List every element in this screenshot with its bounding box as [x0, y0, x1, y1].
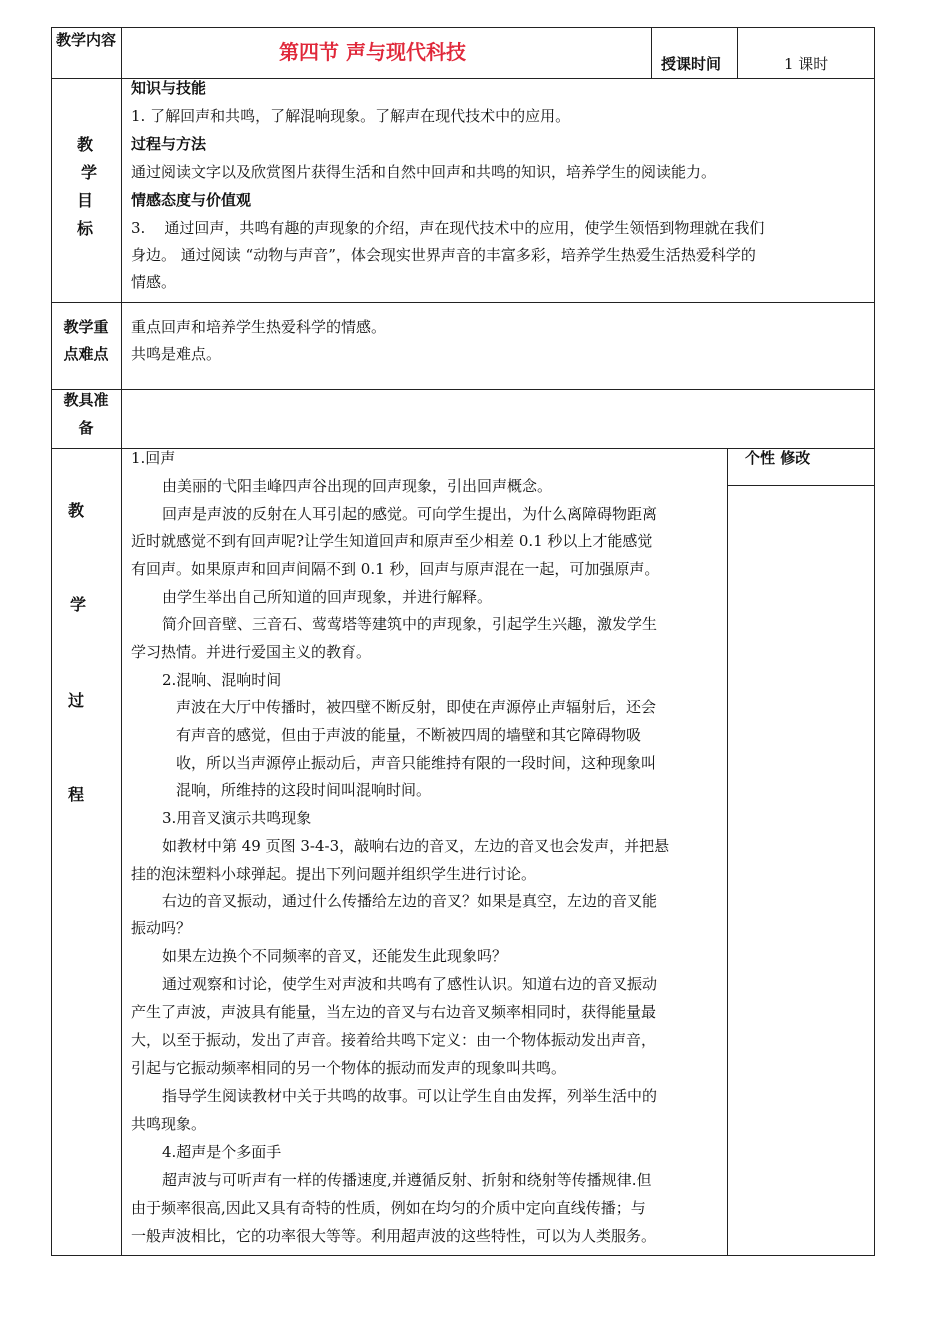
process-line: 通过观察和讨论，使学生对声波和共鸣有了感性认识。知道右边的音叉振动 [162, 975, 658, 993]
time-value: 1 课时 [784, 55, 829, 73]
tools-label: 备 [78, 419, 94, 437]
tools-label: 教具准 [63, 391, 109, 409]
side-header: 个性 修改 [745, 449, 811, 467]
process-label-char: 教 [68, 501, 85, 520]
objectives-label-char: 教 [77, 135, 94, 154]
process-line: 指导学生阅读教材中关于共鸣的故事。可以让学生自由发挥，列举生活中的 [162, 1087, 658, 1105]
process-line: 1.回声 [131, 449, 176, 467]
process-label-char: 程 [68, 785, 85, 804]
process-line: 混响，所维持的这段时间叫混响时间。 [176, 781, 432, 799]
process-line: 一般声波相比，它的功率很大等等。利用超声波的这些特性，可以为人类服务。 [131, 1227, 657, 1245]
process-line: 2.混响、混响时间 [162, 671, 282, 689]
process-line: 学习热情。并进行爱国主义的教育。 [131, 643, 372, 661]
process-line: 4.超声是个多面手 [162, 1143, 282, 1161]
process-line: 如教材中第 49 页图 3-4-3，敲响右边的音叉，左边的音叉也会发声，并把悬 [162, 837, 670, 855]
process-line: 共鸣现象。 [131, 1115, 207, 1133]
process-line: 由学生举出自己所知道的回声现象，并进行解释。 [162, 588, 493, 606]
process-line: 回声是声波的反射在人耳引起的感觉。可向学生提出，为什么离障碍物距离 [162, 505, 658, 523]
keypoint-line: 重点回声和培养学生热爱科学的情感。 [131, 318, 387, 336]
objectives-label-char: 标 [77, 219, 94, 238]
process-line: 超声波与可听声有一样的传播速度,并遵循反射、折射和绕射等传播规律.但 [162, 1171, 652, 1189]
process-label-char: 过 [68, 691, 85, 710]
process-line: 收，所以当声源停止振动后，声音只能维持有限的一段时间，这种现象叫 [176, 754, 657, 772]
time-label: 授课时间 [661, 55, 722, 73]
process-line: 由于频率很高,因此又具有奇特的性质，例如在均匀的介质中定向直线传播；与 [131, 1199, 646, 1217]
process-line: 有回声。如果原声和回声间隔不到 0.1 秒，回声与原声混在一起，可加强原声。 [131, 560, 660, 578]
objective-line: 1. 了解回声和共鸣，了解混响现象。了解声在现代技术中的应用。 [131, 107, 571, 125]
process-line: 振动吗？ [131, 919, 192, 937]
process-line: 引起与它振动频率相同的另一个物体的振动而发声的现象叫共鸣。 [131, 1059, 567, 1077]
process-line: 右边的音叉振动，通过什么传播给左边的音叉？如果是真空，左边的音叉能 [162, 892, 658, 910]
process-side-cell [727, 448, 875, 1256]
process-line: 近时就感觉不到有回声呢?让学生知道回声和原声至少相差 0.1 秒以上才能感觉 [131, 532, 653, 550]
process-line: 有声音的感觉，但由于声波的能量，不断被四周的墙壁和其它障碍物吸 [176, 726, 642, 744]
objective-heading-knowledge: 知识与技能 [131, 79, 207, 97]
page-title: 第四节 声与现代科技 [279, 40, 466, 64]
keypoints-label: 点难点 [63, 345, 109, 363]
keypoint-line: 共鸣是难点。 [131, 345, 222, 363]
process-line: 简介回音壁、三音石、莺莺塔等建筑中的声现象，引起学生兴趣，激发学生 [162, 615, 658, 633]
process-line: 声波在大厅中传播时，被四壁不断反射，即使在声源停止声辐射后，还会 [176, 698, 657, 716]
process-line: 如果左边换个不同频率的音叉，还能发生此现象吗？ [162, 947, 508, 965]
process-label-char: 学 [70, 595, 87, 614]
objectives-label-char: 目 [77, 191, 94, 210]
process-line: 大，以至于振动，发出了声音。接着给共鸣下定义：由一个物体振动发出声音， [131, 1031, 657, 1049]
objective-line: 情感。 [131, 273, 177, 291]
process-line: 挂的泡沫塑料小球弹起。提出下列问题并组织学生进行讨论。 [131, 865, 537, 883]
side-divider [727, 485, 875, 486]
objective-heading-emotion: 情感态度与价值观 [131, 191, 252, 209]
objective-heading-process: 过程与方法 [131, 135, 207, 153]
objective-line: 身边。 通过阅读 “动物与声音”，体会现实世界声音的丰富多彩，培养学生热爱生活热爱科学的 [131, 246, 756, 264]
process-line: 由美丽的弋阳圭峰四声谷出现的回声现象，引出回声概念。 [162, 477, 553, 495]
process-line: 3.用音叉演示共鸣现象 [162, 809, 312, 827]
objective-line: 3. 通过回声，共鸣有趣的声现象的介绍，声在现代技术中的应用，使学生领悟到物理就在我们 [131, 219, 765, 237]
objective-line: 通过阅读文字以及欣赏图片获得生活和自然中回声和共鸣的知识，培养学生的阅读能力。 [131, 163, 717, 181]
objectives-label-char: 学 [81, 163, 98, 182]
tools-content-cell [121, 389, 875, 449]
process-label-cell [51, 448, 122, 1256]
content-label: 教学内容 [55, 31, 116, 49]
keypoints-label: 教学重 [63, 318, 109, 336]
process-line: 产生了声波，声波具有能量，当左边的音叉与右边音叉频率相同时，获得能量最 [131, 1003, 657, 1021]
